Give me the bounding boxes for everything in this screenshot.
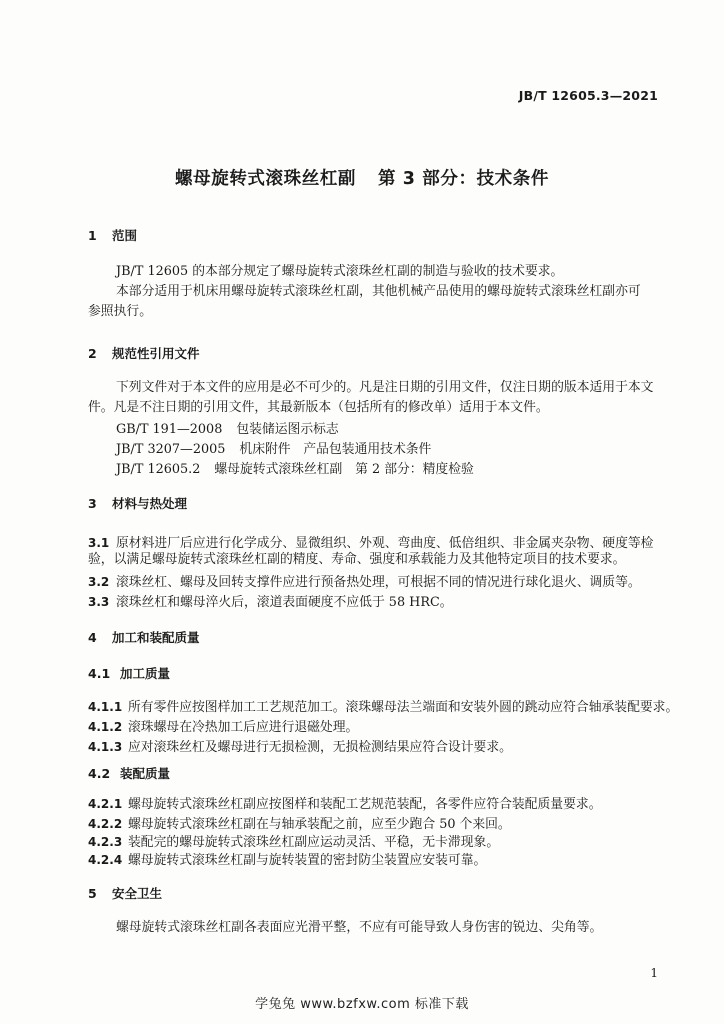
document-title (0, 165, 724, 190)
reference-item (116, 418, 339, 437)
section-number: 3 (88, 496, 97, 511)
clause-number: 4.1.1 (88, 700, 123, 714)
section-title: 材料与热处理 (112, 496, 188, 511)
page-number: 1 (650, 966, 658, 980)
clause-4-1-1 (88, 696, 678, 715)
section-4-heading (88, 628, 200, 646)
subsection-4-2-heading (88, 764, 170, 782)
clause-number: 4.2.1 (88, 797, 123, 811)
title-part-1: 螺母旋转式滚珠丝杠副 (175, 169, 357, 189)
clause-text: 应对滚珠丝杠及螺母进行无损检测，无损检测结果应符合设计要求。 (128, 740, 512, 755)
reference-title: 包装储运图示标志 (236, 422, 339, 437)
clause-text: 所有零件应按图样加工工艺规范加工。滚珠螺母法兰端面和安装外圆的跳动应符合轴承装配要求。 (128, 700, 679, 715)
footer-watermark: 学兔兔 www.bzfxw.com 标准下载 (255, 997, 469, 1012)
section-1-heading (88, 226, 137, 244)
clause-3-1 (88, 532, 653, 551)
section-2-para-line-2: 件。凡是不注日期的引用文件，其最新版本（包括所有的修改单）适用于本文件。 (88, 400, 549, 415)
subsection-title: 加工质量 (120, 666, 171, 681)
section-number: 5 (88, 886, 97, 901)
clause-number: 4.2.2 (88, 817, 123, 831)
reference-title: 螺母旋转式滚珠丝杠副 第 2 部分：精度检验 (214, 462, 474, 477)
clause-number: 4.2.4 (88, 853, 123, 867)
section-title: 规范性引用文件 (112, 346, 200, 361)
reference-item (116, 438, 431, 457)
clause-text: 螺母旋转式滚珠丝杠副应按图样和装配工艺规范装配，各零件应符合装配质量要求。 (128, 797, 602, 812)
reference-code: GB/T 191—2008 (116, 422, 223, 437)
clause-4-2-3 (88, 831, 499, 850)
section-3-heading (88, 494, 187, 512)
clause-text: 螺母旋转式滚珠丝杠副在与轴承装配之前，应至少跑合 50 个来回。 (128, 817, 511, 832)
clause-4-1-3 (88, 736, 512, 755)
subsection-number: 4.2 (88, 766, 111, 781)
clause-number: 3.1 (88, 536, 110, 550)
clause-text: 装配完的螺母旋转式滚珠丝杠副应运动灵活、平稳，无卡滞现象。 (128, 835, 500, 850)
reference-code: JB/T 12605.2 (116, 462, 201, 477)
reference-item (116, 458, 474, 477)
subsection-4-1-heading (88, 664, 170, 682)
section-number: 4 (88, 630, 97, 645)
clause-4-2-1 (88, 793, 601, 812)
clause-text: 原材料进厂后应进行化学成分、显微组织、外观、弯曲度、低倍组织、非金属夹杂物、硬度等检 (116, 536, 654, 551)
clause-number: 4.1.2 (88, 720, 123, 734)
clause-4-2-2 (88, 813, 511, 832)
subsection-number: 4.1 (88, 666, 111, 681)
section-1-para-2-line-1: 本部分适用于机床用螺母旋转式滚珠丝杠副，其他机械产品使用的螺母旋转式滚珠丝杠副亦可 (116, 284, 641, 299)
section-number: 1 (88, 228, 97, 243)
clause-number: 3.2 (88, 575, 110, 589)
clause-number: 3.3 (88, 595, 110, 609)
clause-3-1-line-2: 验，以满足螺母旋转式滚珠丝杠副的精度、寿命、强度和承载能力及其他特定项目的技术要求。 (88, 552, 626, 567)
section-5-heading (88, 884, 162, 902)
section-title: 范围 (112, 228, 138, 243)
clause-3-2 (88, 571, 641, 590)
clause-number: 4.2.3 (88, 835, 123, 849)
title-part-2: 第 3 部分：技术条件 (378, 169, 549, 189)
section-title: 安全卫生 (112, 886, 163, 901)
section-title: 加工和装配质量 (112, 630, 200, 645)
clause-4-1-2 (88, 716, 358, 735)
section-2-heading (88, 344, 200, 362)
clause-4-2-4 (88, 849, 486, 868)
section-5-para: 螺母旋转式滚珠丝杠副各表面应光滑平整，不应有可能导致人身伤害的锐边、尖角等。 (116, 920, 603, 935)
section-1-para-2-line-2: 参照执行。 (88, 304, 152, 319)
reference-code: JB/T 3207—2005 (116, 442, 226, 457)
standard-number: JB/T 12605.3—2021 (518, 88, 658, 103)
clause-text: 滚珠丝杠、螺母及回转支撑件应进行预备热处理，可根据不同的情况进行球化退火、调质等。 (116, 575, 641, 590)
section-1-para-1: JB/T 12605 的本部分规定了螺母旋转式滚珠丝杠副的制造与验收的技术要求。 (116, 264, 564, 279)
clause-text: 螺母旋转式滚珠丝杠副与旋转装置的密封防尘装置应安装可靠。 (128, 853, 487, 868)
subsection-title: 装配质量 (120, 766, 171, 781)
reference-title: 机床附件 产品包装通用技术条件 (239, 442, 432, 457)
section-number: 2 (88, 346, 97, 361)
clause-text: 滚珠丝杠和螺母淬火后，滚道表面硬度不应低于 58 HRC。 (116, 595, 453, 610)
section-2-para-line-1: 下列文件对于本文件的应用是必不可少的。凡是注日期的引用文件，仅注日期的版本适用于本文 (116, 380, 654, 395)
clause-text: 滚珠螺母在冷热加工后应进行退磁处理。 (128, 720, 359, 735)
clause-3-3 (88, 591, 453, 610)
clause-number: 4.1.3 (88, 740, 123, 754)
